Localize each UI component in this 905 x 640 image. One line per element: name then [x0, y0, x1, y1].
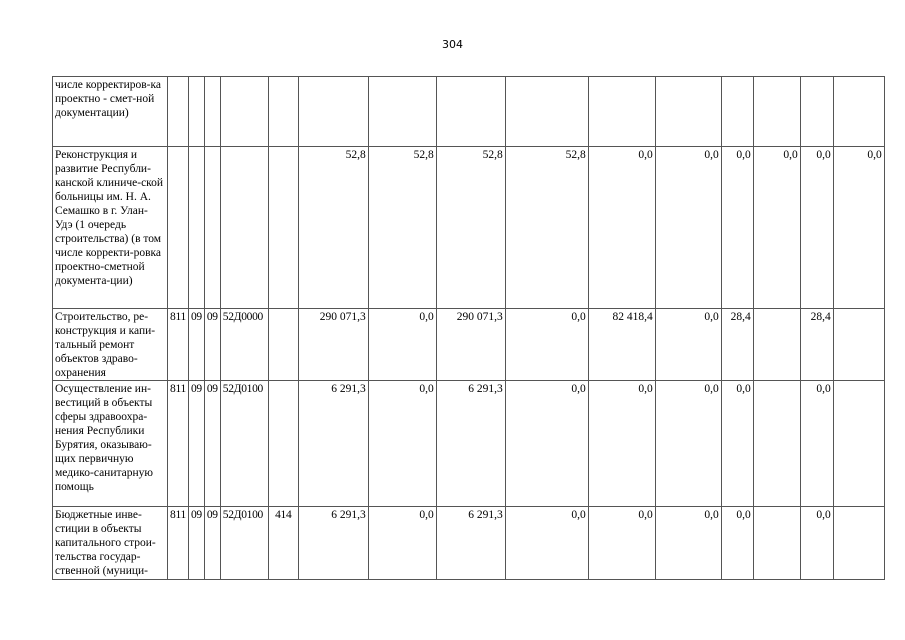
code-section: 09 — [188, 381, 204, 507]
code-section — [188, 147, 204, 309]
value-cell — [753, 381, 800, 507]
value-cell: 0,0 — [800, 507, 833, 580]
budget-table — [52, 76, 885, 580]
value-cell — [721, 77, 753, 147]
code-section: 09 — [188, 507, 204, 580]
value-cell: 52,8 — [368, 147, 436, 309]
value-cell: 0,0 — [753, 147, 800, 309]
row-name: числе корректиров-ка проектно - смет-ной документации) — [53, 77, 168, 147]
code-subsection: 09 — [204, 507, 220, 580]
code-subsection — [204, 77, 220, 147]
row-name: Осуществление ин-вестиций в объекты сферы здравоохра-нения Республики Бурятия, оказываю-щих первичную медико-санитарную помощь — [53, 381, 168, 507]
value-cell — [833, 381, 884, 507]
value-cell: 6 291,3 — [298, 507, 368, 580]
table-row — [53, 77, 885, 147]
code-ministry: 811 — [168, 309, 189, 381]
value-cell: 0,0 — [800, 381, 833, 507]
value-cell — [655, 77, 721, 147]
table-row — [53, 147, 885, 309]
value-cell: 0,0 — [721, 507, 753, 580]
code-subsection: 09 — [204, 309, 220, 381]
row-name: Реконструкция и развитие Республи-канской клиниче-ской больницы им. Н. А. Семашко в г. Улан-Удэ (1 очередь строительства) (в том числе корректи-ровка проектно-сметной документа-ции) — [53, 147, 168, 309]
value-cell: 6 291,3 — [436, 507, 505, 580]
value-cell: 0,0 — [655, 147, 721, 309]
value-cell — [833, 77, 884, 147]
value-cell — [753, 507, 800, 580]
value-cell — [298, 77, 368, 147]
value-cell: 52,8 — [436, 147, 505, 309]
code-section: 09 — [188, 309, 204, 381]
code-subsection: 09 — [204, 381, 220, 507]
value-cell: 0,0 — [505, 507, 588, 580]
value-cell: 0,0 — [505, 309, 588, 381]
value-cell — [588, 77, 655, 147]
row-name: Строительство, ре-конструкция и капи-тальный ремонт объектов здраво-охранения — [53, 309, 168, 381]
code-target: 52Д0100 — [220, 381, 268, 507]
code-ministry: 811 — [168, 507, 189, 580]
code-target: 52Д0000 — [220, 309, 268, 381]
value-cell: 0,0 — [588, 507, 655, 580]
code-expense-type — [268, 309, 298, 381]
value-cell: 0,0 — [655, 507, 721, 580]
code-section — [188, 77, 204, 147]
value-cell: 0,0 — [800, 147, 833, 309]
value-cell: 0,0 — [655, 381, 721, 507]
value-cell — [833, 507, 884, 580]
code-target — [220, 147, 268, 309]
value-cell: 28,4 — [721, 309, 753, 381]
code-target — [220, 77, 268, 147]
value-cell: 0,0 — [833, 147, 884, 309]
code-expense-type: 414 — [268, 507, 298, 580]
value-cell: 6 291,3 — [436, 381, 505, 507]
table-row — [53, 507, 885, 580]
value-cell — [505, 77, 588, 147]
value-cell: 6 291,3 — [298, 381, 368, 507]
page-number: 304 — [442, 38, 463, 51]
value-cell — [368, 77, 436, 147]
value-cell: 0,0 — [588, 381, 655, 507]
value-cell: 0,0 — [721, 147, 753, 309]
value-cell — [800, 77, 833, 147]
code-target: 52Д0100 — [220, 507, 268, 580]
value-cell: 290 071,3 — [436, 309, 505, 381]
value-cell — [753, 77, 800, 147]
value-cell: 52,8 — [298, 147, 368, 309]
value-cell: 0,0 — [721, 381, 753, 507]
value-cell: 0,0 — [368, 507, 436, 580]
code-ministry — [168, 77, 189, 147]
value-cell: 28,4 — [800, 309, 833, 381]
code-expense-type — [268, 381, 298, 507]
value-cell — [833, 309, 884, 381]
value-cell — [753, 309, 800, 381]
value-cell: 0,0 — [368, 309, 436, 381]
code-ministry: 811 — [168, 381, 189, 507]
table-row — [53, 309, 885, 381]
row-name: Бюджетные инве-стиции в объекты капитального строи-тельства государ-ственной (муници- — [53, 507, 168, 580]
table-row — [53, 381, 885, 507]
code-ministry — [168, 147, 189, 309]
code-expense-type — [268, 77, 298, 147]
value-cell — [436, 77, 505, 147]
code-subsection — [204, 147, 220, 309]
value-cell: 0,0 — [588, 147, 655, 309]
value-cell: 0,0 — [368, 381, 436, 507]
value-cell: 82 418,4 — [588, 309, 655, 381]
value-cell: 0,0 — [655, 309, 721, 381]
value-cell: 290 071,3 — [298, 309, 368, 381]
value-cell: 52,8 — [505, 147, 588, 309]
code-expense-type — [268, 147, 298, 309]
value-cell: 0,0 — [505, 381, 588, 507]
